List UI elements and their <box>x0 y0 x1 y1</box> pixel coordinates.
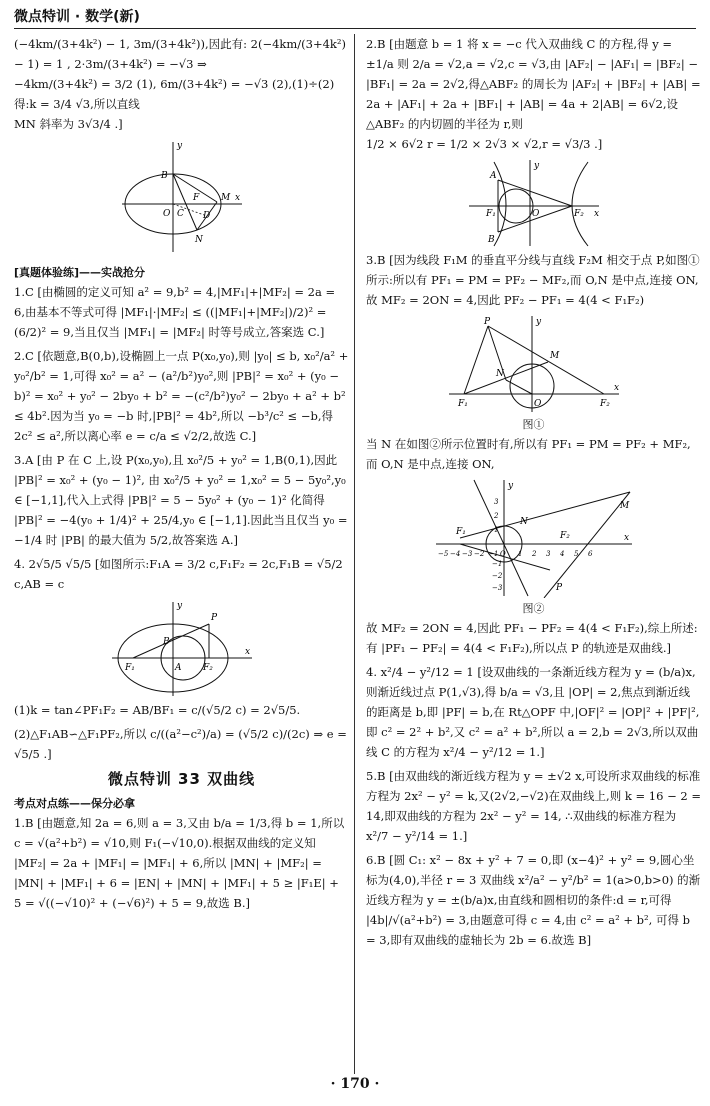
fig4-label-f1: F₁ <box>457 399 468 409</box>
xtick: 4 <box>559 550 564 558</box>
xtick: −4 <box>449 550 460 558</box>
xtick: 2 <box>531 550 536 558</box>
page-header <box>14 6 696 29</box>
figure-2-yticks <box>492 498 503 592</box>
fig2-label-f1: F₁ <box>124 663 135 673</box>
solution-33-5: 5.B [由双曲线的渐近线方程为 y = ±√2 x,可设所求双曲线的标准方程为 2x² − y² = k,又(2√2,−√2)在双曲线上,则 k = 16 − 2 = 14,即双曲线的方程为 2x² − y² = 14, ∴双曲线的标准方程为 x²/7 − y²/14 = 1.] <box>366 769 701 843</box>
ytick: 3 <box>493 498 498 506</box>
fig1-label-f: F <box>192 193 199 203</box>
fig4-label-o: O <box>533 399 541 409</box>
left-column <box>14 34 349 1066</box>
fig1-label-o: O <box>162 209 170 219</box>
solution-33-2-text: 2.B [由题意 b = 1 将 x = −c 代入双曲线 C 的方程,得 y = ±1/a 则 2/a = √2,a = √2,c = √3,由 |AF₂| − |AF₁| = |BF₂| − |BF₁| = 2a = 2√2,得△ABF₂ 的周长为 |AF₂| + |BF₂| + |AB| = 2a + |AF₁| + 2a + |BF₁| + |AB| = 4a + 2|AB| = 6√2,设△ABF₂ 的内切圆的半径为 r,则 <box>366 37 701 131</box>
xtick: 3 <box>545 550 550 558</box>
xtick: 1 <box>517 550 522 558</box>
solution-33-3-conclusion: 故 MF₂ = 2ON = 4,因此 PF₁ − PF₂ = 4(4 < F₁F₂),综上所述:有 |PF₁ − PF₂| = 4(4 < F₁F₂),所以点 P 的轨迹是双曲线.] <box>366 621 698 655</box>
fig3-label-y: y <box>533 161 539 171</box>
answer-3: 3.A [由 P 在 C 上,设 P(x₀,y₀),且 x₀²/5 + y₀² = 1,B(0,1),因此 |PB|² = x₀² + (y₀ − 1)², 由 x₀²/5 + y₀² = 1,x₀² = 5 − 5y₀²,y₀ ∈ [−1,1],代入上式得 |PB|² = 5 − 5y₀² + (y₀ − 1)² 化简得 |PB|² = −4(y₀ + 1/4)² + 25/4,y₀ ∈ [−1,1].因此当且仅当 y₀ = −1/4 时 |PB| 的最大值为 5/2,故答案选 A.] <box>14 453 348 547</box>
fig1-label-d: D <box>202 211 210 221</box>
answer-4-intro: 4. 2√5/5 √5/5 [如图所示:F₁A = 3/2 c,F₁F₂ = 2c,F₁B = √5/2 c,AB = c <box>14 557 343 591</box>
fig1-label-x: x <box>234 193 240 203</box>
xtick: 6 <box>587 550 592 558</box>
xtick: −3 <box>461 550 472 558</box>
figure-1-caption: 图① <box>522 418 545 431</box>
ytick: −2 <box>491 572 502 580</box>
answer-4-part1: (1)k = tan∠PF₁F₂ = AB/BF₁ = c/(√5/2 c) = 2√5/5. <box>14 703 301 717</box>
fig4-label-m: M <box>549 351 559 361</box>
fig3-label-b: B <box>487 235 495 245</box>
fig1-label-n: N <box>194 235 203 245</box>
page-number: · 170 · <box>330 1076 380 1092</box>
ellipse-figure-2 <box>107 598 257 698</box>
fig2-label-f2: F₂ <box>202 663 213 673</box>
solution-33-2-result: 1/2 × 6√2 r = 1/2 × 2√3 × √2,r = √3/3 .] <box>366 137 603 151</box>
answer-4-part2: (2)△F₁AB∽△F₁PF₂,所以 c/((a²−c²)/a) = (√5/2 c)/(2c) ⇒ e = √5/5 .] <box>14 727 347 761</box>
solution-33-4: 4. x²/4 − y²/12 = 1 [设双曲线的一条渐近线方程为 y = (b/a)x,则渐近线过点 P(1,√3),得 b/a = √3,且 |OP| = 2,焦点到渐近线的距离是 b,即 |PF| = b,在 Rt△OPF 中,|OF|² = |OP|² + |PF|²,即 c² = 2² + b²,又 c² = a² + b²,所以 a = 2,b = 2√3,所以双曲线 C 的方程为 x²/4 − y²/12 = 1.] <box>366 665 700 759</box>
solution-33-2 <box>366 34 701 154</box>
section-heading-exam: [真题体验练]——实战抢分 <box>14 266 146 279</box>
fig5-label-m: M <box>619 501 629 511</box>
fig3-label-a: A <box>489 171 496 181</box>
figure-2-diagram <box>434 478 634 598</box>
fig2-label-a: A <box>174 663 181 673</box>
xtick: O <box>499 550 506 558</box>
xtick: −2 <box>473 550 484 558</box>
figure-2-caption: 图② <box>522 602 545 615</box>
xtick: −5 <box>437 550 448 558</box>
fig3-label-f2: F₂ <box>573 209 584 219</box>
fig4-label-y: y <box>535 317 541 327</box>
fig2-label-y: y <box>176 601 182 611</box>
solution-33-1: 1.B [由题意,知 2a = 6,则 a = 3,又由 b/a = 1/3,得 b = 1,所以 c = √(a²+b²) = √10,则 F₁(−√10,0).根据双曲线的定义知 |MF₂| = 2a + |MF₁| = |MF₁| + 6,所以 |MN| + |MF₂| = |MN| + |MF₁| + 6 = |EN| + |MN| + |MF₁| + 5 ≥ |F₁E| + 5 = √((−√10)² + (−√6)²) + 5 = 9,故选 B.] <box>14 816 345 910</box>
fig5-label-p: P <box>555 583 562 593</box>
answer-1: 1.C [由椭圆的定义可知 a² = 9,b² = 4,|MF₁|+|MF₂| = 2a = 6,由基本不等式可得 |MF₁|·|MF₂| ≤ ((|MF₁|+|MF₂|)/2)² = (6/2)² = 9,当且仅当 |MF₁| = |MF₂| 时等号成立,答案选 C.] <box>14 285 336 339</box>
ellipse-figure-1 <box>117 138 247 258</box>
ytick: −3 <box>491 584 502 592</box>
xtick: −1 <box>487 550 498 558</box>
fig1-label-b: B <box>160 171 168 181</box>
ytick: 2 <box>493 512 498 520</box>
ytick: 1 <box>493 526 498 534</box>
figure-1-diagram <box>444 314 624 414</box>
fig1-label-y: y <box>176 141 182 151</box>
fig5-label-y: y <box>507 481 513 491</box>
fig4-label-n: N <box>495 369 504 379</box>
figure-2-xticks <box>438 550 593 558</box>
fig3-label-f1: F₁ <box>485 209 496 219</box>
cont-line-2: −4km/(3+4k²) = 3/2 (1), 6m/(3+4k²) = −√3 (2),(1)÷(2)得:k = 3/4 √3,所以直线 <box>14 77 335 111</box>
fig5-label-n: N <box>519 517 528 527</box>
fig3-label-o: O <box>531 209 539 219</box>
cont-line-3: MN 斜率为 3√3/4 .] <box>14 117 123 131</box>
answer-2: 2.C [依题意,B(0,b),设椭圆上一点 P(x₀,y₀),则 |y₀| ≤ b, x₀²/a² + y₀²/b² = 1,可得 x₀² = a² − (a²/b²)y₀²,则 |PB|² = x₀² + (y₀ − b)² = x₀² + y₀² − 2by₀ + b² = −(c²/b²)y₀² − 2by₀ + a² + b² ≤ 4b².因为当 y₀ = −b 时,|PB|² = 4b²,所以 −b³/c² ≤ −b,得 2c² ≤ a²,所以离心率 e = c/a ≤ √2/2,故选 C.] <box>14 349 349 443</box>
fig5-label-f2: F₂ <box>559 531 570 541</box>
solution-33-6: 6.B [圆 C₁: x² − 8x + y² + 7 = 0,即 (x−4)² + y² = 9,圆心坐标为(4,0),半径 r = 3 双曲线 x²/a² − y²/b² = 1(a>0,b>0) 的渐近线方程为 y = ±(b/a)x,由直线和圆相切的条件:d = r,可得 |4b|/√(a²+b²) = 3,由题意可得 c = 4,由 c² = a² + b², 可得 b = 3,即有双曲线的虚轴长为 2b = 6.故选 B] <box>366 853 701 947</box>
hyperbola-figure <box>464 158 604 248</box>
fig2-label-x: x <box>244 647 250 657</box>
right-column <box>366 34 701 1066</box>
ytick: −1 <box>491 560 502 568</box>
chapter-title: 微点特训 33 双曲线 <box>107 770 256 788</box>
solution-33-3-case2: 当 N 在如图②所示位置时有,所以有 PF₁ = PM = PF₂ + MF₂,而 O,N 是中点,连接 ON, <box>366 437 691 471</box>
xtick: 5 <box>573 550 578 558</box>
fig1-label-c: C <box>176 209 184 219</box>
column-divider <box>354 34 355 1074</box>
fig4-label-x: x <box>613 383 619 393</box>
solution-33-3: 3.B [因为线段 F₁M 的垂直平分线与直线 F₂M 相交于点 P,如图①所示:所以有 PF₁ = PM = PF₂ − MF₂,而 O,N 是中点,连接 ON,故 MF₂ = 2ON = 4,因此 PF₂ − PF₁ = 4(4 < F₁F₂) <box>366 253 700 307</box>
fig3-label-x: x <box>593 209 599 219</box>
continuation-solution <box>14 34 349 134</box>
header-title: 微点特训 · 数学(新) <box>14 9 140 25</box>
fig4-label-p: P <box>483 317 490 327</box>
fig1-label-m: M <box>220 193 230 203</box>
fig2-label-p: P <box>210 613 217 623</box>
section-heading-practice: 考点对点练——保分必拿 <box>14 797 135 810</box>
fig5-label-f1: F₁ <box>455 527 466 537</box>
fig5-label-x: x <box>623 533 629 543</box>
cont-line-1: (−4km/(3+4k²) − 1, 3m/(3+4k²)),因此有: 2(−4km/(3+4k²) − 1) = 1 , 2·3m/(3+4k²) = −√3 ⇒ <box>14 37 346 71</box>
fig4-label-f2: F₂ <box>599 399 610 409</box>
fig2-label-b: B <box>162 637 170 647</box>
